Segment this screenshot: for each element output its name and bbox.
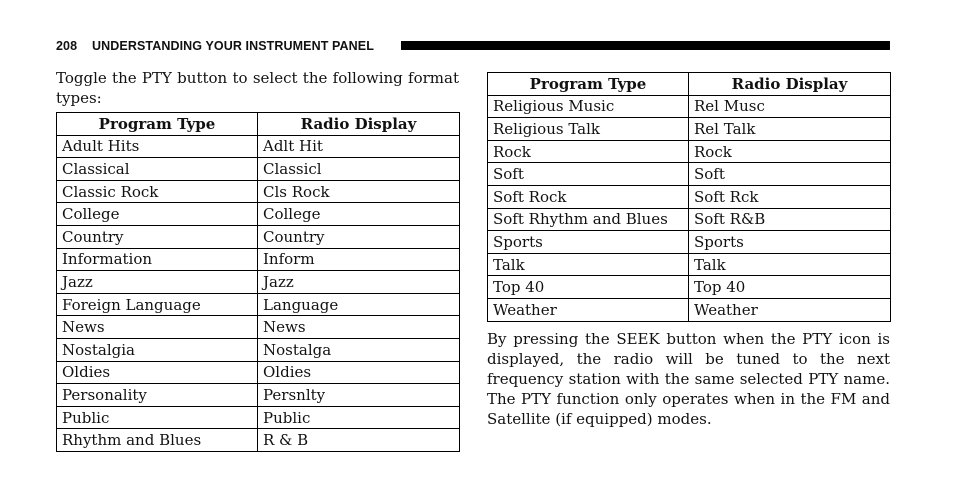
table-row <box>57 361 460 384</box>
cell-program-type: Public <box>57 406 258 429</box>
cell-radio-display: Persnlty <box>258 384 460 407</box>
cell-program-type: Soft Rhythm and Blues <box>488 208 689 231</box>
cell-program-type: Top 40 <box>488 276 689 299</box>
table-row <box>57 429 460 452</box>
section-title: UNDERSTANDING YOUR INSTRUMENT PANEL <box>92 39 374 53</box>
cell-radio-display: Classicl <box>258 158 460 181</box>
table-header-row <box>488 73 891 96</box>
cell-program-type: Classic Rock <box>57 180 258 203</box>
cell-radio-display: Top 40 <box>689 276 891 299</box>
cell-radio-display: R & B <box>258 429 460 452</box>
cell-radio-display: Soft Rck <box>689 185 891 208</box>
cell-radio-display: Cls Rock <box>258 180 460 203</box>
cell-program-type: Weather <box>488 298 689 321</box>
table-row <box>488 208 891 231</box>
cell-program-type: Information <box>57 248 258 271</box>
cell-program-type: College <box>57 203 258 226</box>
cell-program-type: Country <box>57 225 258 248</box>
cell-program-type: Rock <box>488 140 689 163</box>
cell-radio-display: Talk <box>689 253 891 276</box>
cell-radio-display: News <box>258 316 460 339</box>
table-row <box>57 406 460 429</box>
pty-table-right <box>487 72 891 322</box>
cell-program-type: Soft Rock <box>488 185 689 208</box>
cell-radio-display: Public <box>258 406 460 429</box>
table-row <box>57 180 460 203</box>
cell-radio-display: Oldies <box>258 361 460 384</box>
table-row <box>57 293 460 316</box>
table-row <box>488 140 891 163</box>
cell-radio-display: Adlt Hit <box>258 135 460 158</box>
cell-radio-display: College <box>258 203 460 226</box>
column-header-radio-display: Radio Display <box>258 113 460 136</box>
table-header-row <box>57 113 460 136</box>
cell-radio-display: Country <box>258 225 460 248</box>
table-row <box>57 271 460 294</box>
table-row <box>57 384 460 407</box>
cell-program-type: Classical <box>57 158 258 181</box>
cell-radio-display: Nostalga <box>258 338 460 361</box>
cell-radio-display: Weather <box>689 298 891 321</box>
seek-paragraph: By pressing the SEEK button when the PTY icon is displayed, the radio will be tuned to the next frequency station with the same selected PTY name. The PTY function only operates when in the FM and Satellite (if equipped) modes. <box>487 330 890 428</box>
table-row <box>488 95 891 118</box>
cell-radio-display: Rel Musc <box>689 95 891 118</box>
cell-radio-display: Rock <box>689 140 891 163</box>
table-row <box>488 276 891 299</box>
table-row <box>488 253 891 276</box>
header-rule <box>401 41 890 50</box>
intro-paragraph: Toggle the PTY button to select the following format types: <box>56 69 459 107</box>
table-row <box>57 135 460 158</box>
cell-radio-display: Soft R&B <box>689 208 891 231</box>
cell-radio-display: Rel Talk <box>689 118 891 141</box>
cell-program-type: Soft <box>488 163 689 186</box>
table-row <box>488 298 891 321</box>
table-row <box>488 185 891 208</box>
cell-radio-display: Sports <box>689 231 891 254</box>
cell-program-type: Oldies <box>57 361 258 384</box>
cell-program-type: Nostalgia <box>57 338 258 361</box>
table-row <box>488 231 891 254</box>
pty-table-left <box>56 112 460 452</box>
table-row <box>57 338 460 361</box>
cell-program-type: Talk <box>488 253 689 276</box>
column-header-program-type: Program Type <box>57 113 258 136</box>
table-row <box>57 225 460 248</box>
table-row <box>488 163 891 186</box>
page-header <box>56 38 890 54</box>
cell-program-type: Personality <box>57 384 258 407</box>
cell-program-type: News <box>57 316 258 339</box>
table-row <box>57 158 460 181</box>
cell-radio-display: Jazz <box>258 271 460 294</box>
column-header-program-type: Program Type <box>488 73 689 96</box>
cell-program-type: Adult Hits <box>57 135 258 158</box>
cell-radio-display: Inform <box>258 248 460 271</box>
table-row <box>57 203 460 226</box>
page-number: 208 <box>56 39 78 53</box>
table-row <box>57 248 460 271</box>
table-row <box>57 316 460 339</box>
cell-program-type: Sports <box>488 231 689 254</box>
cell-radio-display: Soft <box>689 163 891 186</box>
cell-program-type: Rhythm and Blues <box>57 429 258 452</box>
cell-program-type: Jazz <box>57 271 258 294</box>
table-row <box>488 118 891 141</box>
cell-program-type: Religious Music <box>488 95 689 118</box>
cell-radio-display: Language <box>258 293 460 316</box>
cell-program-type: Religious Talk <box>488 118 689 141</box>
cell-program-type: Foreign Language <box>57 293 258 316</box>
column-header-radio-display: Radio Display <box>689 73 891 96</box>
